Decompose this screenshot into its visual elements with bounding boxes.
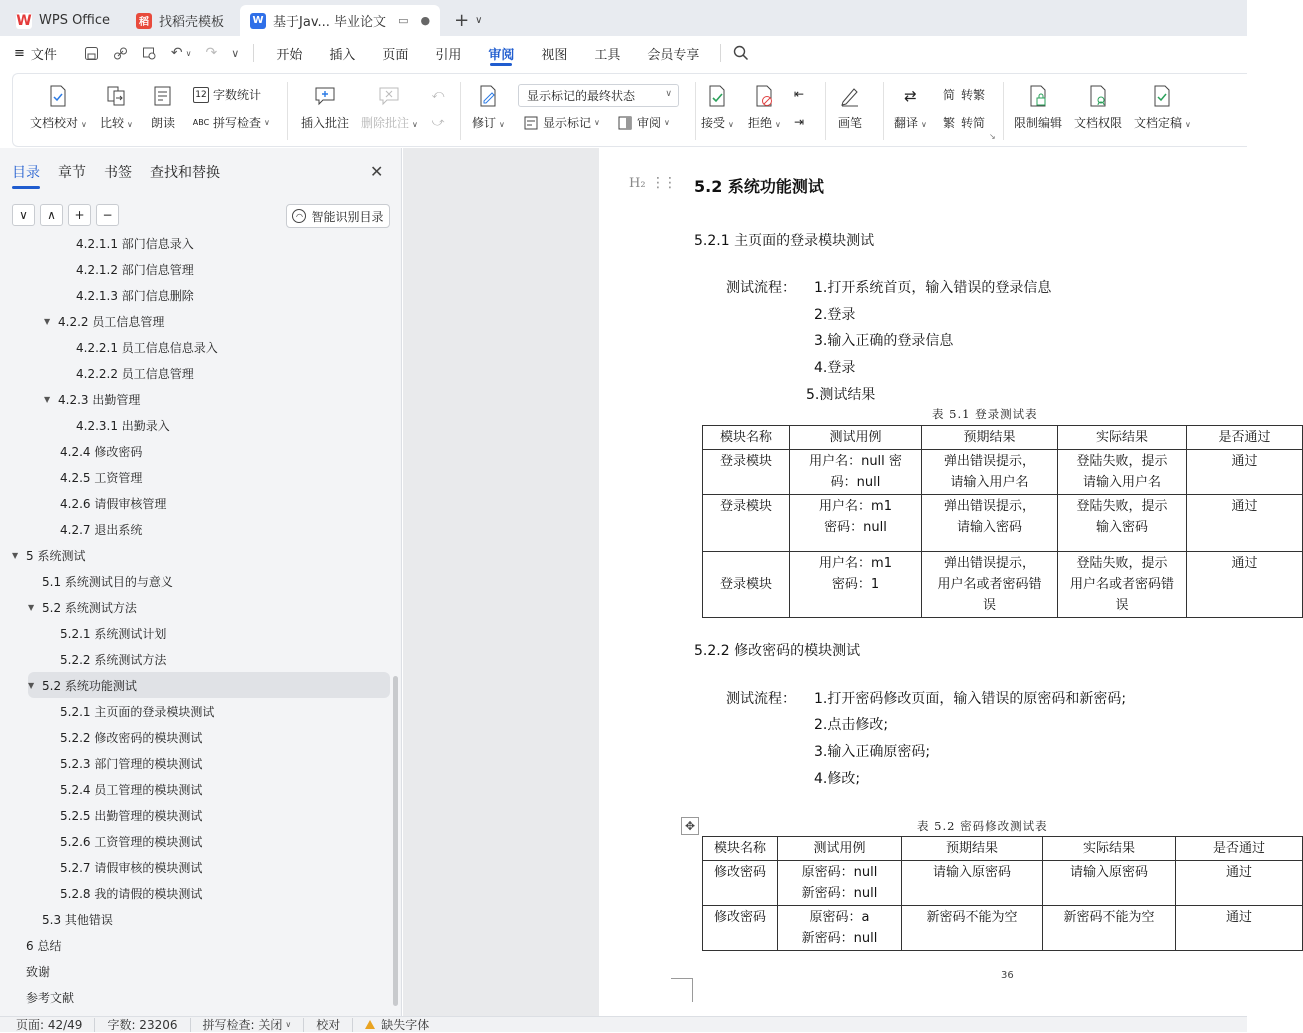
password-test-table: [702, 836, 1303, 951]
promote-level-button[interactable]: +: [68, 204, 91, 226]
redo-icon: ↷: [205, 45, 218, 61]
table-cell[interactable]: 修改密码: [703, 906, 778, 951]
hamburger-icon: ≡: [14, 45, 25, 61]
tab-label: WPS Office: [39, 13, 111, 28]
proof-indicator[interactable]: 校对: [304, 1018, 353, 1032]
toc-item-label: 4.2.5 工资管理: [60, 470, 143, 485]
demote-level-button[interactable]: −: [96, 204, 119, 226]
status-bar: [0, 1016, 1247, 1032]
table-cell[interactable]: 新密码不能为空: [902, 906, 1043, 951]
table-cell[interactable]: 通过: [1176, 861, 1303, 906]
table-cell[interactable]: 登录模块: [703, 450, 790, 495]
divider: [1003, 82, 1004, 140]
word-count-button[interactable]: 12 字数统计: [193, 86, 261, 103]
tab-wps-office[interactable]: [6, 5, 120, 36]
page-number: 36: [1001, 970, 1014, 981]
expand-triangle-icon[interactable]: ▼: [28, 680, 35, 690]
toc-item[interactable]: [0, 516, 142, 542]
menu-view[interactable]: 视图: [541, 47, 568, 63]
table-cell[interactable]: 原密码：a 新密码：null: [778, 906, 902, 951]
menu-home[interactable]: 开始: [276, 47, 303, 63]
table-row: [703, 861, 1303, 906]
toc-item-label: 5.2 系统测试方法: [42, 600, 137, 615]
search-icon[interactable]: [733, 45, 749, 61]
table-caption: 表 5.2 密码修改测试表: [917, 819, 1048, 833]
tab-daoke[interactable]: [126, 5, 234, 36]
review-pane-icon: [617, 115, 633, 131]
doc-check-icon: [47, 84, 69, 108]
toc-item[interactable]: [0, 620, 166, 646]
table-cell[interactable]: 用户名：null 密 码：null: [790, 450, 922, 495]
table-cell[interactable]: 通过: [1187, 552, 1303, 618]
spell-check-button[interactable]: ABC 拼写检查 ∨: [192, 116, 270, 130]
next-revision-icon[interactable]: ⇥: [793, 115, 805, 129]
toc-item[interactable]: [0, 308, 164, 334]
table-cell[interactable]: 通过: [1176, 906, 1303, 951]
expand-down-button[interactable]: ∨: [12, 204, 35, 226]
nav-tab-toc[interactable]: 目录: [12, 162, 40, 182]
step-text: 3.输入正确的登录信息: [814, 333, 954, 349]
document-canvas: [403, 148, 1271, 1016]
link-icon[interactable]: [113, 46, 128, 61]
toc-item[interactable]: [0, 698, 214, 724]
tab-document[interactable]: [240, 5, 440, 36]
compare-icon: [105, 84, 127, 108]
login-test-table: [702, 425, 1303, 618]
menu-file[interactable]: ≡ 文件: [14, 45, 57, 63]
toc-item[interactable]: [0, 776, 202, 802]
toc-item-label: 4.2.3 出勤管理: [58, 392, 141, 407]
table-cell[interactable]: 弹出错误提示， 请输入密码: [922, 495, 1058, 552]
toc-item[interactable]: [0, 282, 194, 308]
nav-tabs: [12, 162, 238, 182]
toc-item[interactable]: [0, 438, 142, 464]
section-heading: 5.2 系统功能测试: [694, 177, 824, 196]
divider: [825, 82, 826, 140]
accept-icon: [706, 84, 728, 108]
toc-item-label: 4.2.2 员工信息管理: [58, 314, 165, 329]
menu-review[interactable]: 审阅: [488, 36, 514, 70]
table-cell[interactable]: 登录模块: [703, 552, 790, 618]
lock-doc-icon: [1027, 84, 1049, 108]
simplified-icon: 繁: [942, 116, 955, 130]
page-indicator[interactable]: 页面: 42/49: [0, 1018, 95, 1032]
translate-button[interactable]: ⇄ 翻译 ∨: [894, 84, 927, 131]
toc-item-label: 参考文献: [26, 990, 75, 1005]
toc-item[interactable]: [0, 932, 61, 958]
expand-triangle-icon[interactable]: ▼: [12, 550, 19, 560]
navigation-pane: [0, 148, 402, 1016]
table-cell[interactable]: 登陆失败，提示 请输入用户名: [1058, 450, 1187, 495]
toc-item[interactable]: [0, 958, 50, 984]
menu-insert[interactable]: 插入: [329, 47, 356, 63]
pen-icon: [839, 84, 861, 108]
step-text: 4.修改;: [814, 771, 861, 787]
delete-comment-icon: [378, 84, 400, 108]
menu-reference[interactable]: 引用: [435, 47, 462, 63]
smart-toc-icon: ◠: [292, 209, 306, 223]
tab-label: 基于Jav... 毕业论文: [273, 15, 387, 30]
expand-triangle-icon[interactable]: ▼: [28, 602, 35, 612]
toc-item[interactable]: [0, 984, 74, 1010]
table-header-cell[interactable]: 模块名称: [703, 426, 790, 450]
step-text: 4.登录: [814, 360, 856, 376]
spell-check-toggle[interactable]: 拼写检查: 关闭 ∨: [191, 1018, 305, 1032]
word-count-indicator[interactable]: 字数: 23206: [95, 1018, 190, 1032]
toc-item[interactable]: [0, 360, 194, 386]
nav-tab-bookmarks[interactable]: 书签: [104, 165, 132, 181]
table-cell[interactable]: 登陆失败，提示 输入密码: [1058, 495, 1187, 552]
step-text: 5.测试结果: [806, 387, 876, 403]
divider: [883, 82, 884, 140]
toc-item-label: 4.2.6 请假审核管理: [60, 496, 167, 511]
heading-level-marker: H₂: [629, 176, 646, 191]
table-caption: 表 5.1 登录测试表: [932, 407, 1038, 421]
toc-item-label: 4.2.7 退出系统: [60, 522, 143, 537]
toc-item-label: 5.2.6 工资管理的模块测试: [60, 834, 203, 849]
toc-item[interactable]: [0, 412, 170, 438]
toc-item[interactable]: [0, 594, 137, 620]
tab-bar: [0, 0, 1247, 36]
subsection-heading-login: 5.2.1 主页面的登录模块测试: [694, 233, 875, 249]
toc-item[interactable]: [0, 230, 194, 256]
next-comment-icon: ⤻: [431, 114, 445, 129]
compare-button[interactable]: 比较 ∨: [100, 84, 133, 131]
review-pane-button[interactable]: 审阅 ∨: [617, 114, 670, 131]
toc-item[interactable]: [0, 334, 218, 360]
traditional-icon: 简: [942, 88, 955, 102]
review-ribbon: [12, 73, 1247, 147]
menu-tools[interactable]: 工具: [594, 47, 621, 63]
table-cell[interactable]: 修改密码: [703, 861, 778, 906]
table-header-cell[interactable]: 预期结果: [922, 426, 1058, 450]
toc-item[interactable]: [0, 880, 202, 906]
step-text: 1.打开系统首页，输入错误的登录信息: [814, 280, 1052, 296]
pen-button[interactable]: 画笔: [838, 84, 862, 131]
step-text: 2.点击修改;: [814, 717, 889, 733]
warning-icon: [365, 1020, 375, 1029]
collapse-up-button[interactable]: ∧: [40, 204, 63, 226]
document-page[interactable]: [599, 148, 1299, 1016]
print-preview-icon[interactable]: [142, 46, 157, 61]
prev-revision-icon[interactable]: ⇤: [793, 87, 805, 101]
expand-triangle-icon[interactable]: ▼: [44, 316, 51, 326]
table-cell[interactable]: 通过: [1187, 450, 1303, 495]
word-count-icon: 12: [193, 87, 209, 103]
missing-font-indicator[interactable]: 缺失字体: [353, 1018, 441, 1032]
table-row: [703, 426, 1303, 450]
prev-comment-icon: ⤺: [431, 86, 445, 101]
read-aloud-icon: [152, 84, 174, 108]
to-traditional-button[interactable]: 简 转繁: [942, 88, 986, 102]
toc-item[interactable]: [0, 906, 113, 932]
toc-item-label: 5.2.7 请假审核的模块测试: [60, 860, 203, 875]
menu-bar: [0, 36, 1247, 70]
table-cell[interactable]: 用户名：m1 密码：null: [790, 495, 922, 552]
flow-label: 测试流程：: [726, 691, 796, 707]
table-header-cell[interactable]: 预期结果: [902, 837, 1043, 861]
accept-button[interactable]: 接受 ∨: [701, 84, 734, 131]
step-text: 2.登录: [814, 307, 856, 323]
table-header-cell[interactable]: 实际结果: [1043, 837, 1176, 861]
insert-comment-icon: [314, 84, 336, 108]
table-cell[interactable]: 通过: [1187, 495, 1303, 552]
table-move-handle-icon[interactable]: ✥: [681, 817, 699, 835]
toc-item-label: 5 系统测试: [26, 548, 86, 563]
table-header-cell[interactable]: 测试用例: [790, 426, 922, 450]
step-text: 1.打开密码修改页面，输入错误的原密码和新密码;: [814, 691, 1127, 707]
toc-item-label: 4.2.2.1 员工信息信息录入: [76, 340, 218, 355]
table-cell[interactable]: 新密码不能为空: [1043, 906, 1176, 951]
toc-item-label: 5.2.2 系统测试方法: [60, 652, 167, 667]
toc-item[interactable]: [0, 828, 202, 854]
table-cell[interactable]: 请输入原密码: [1043, 861, 1176, 906]
toc-item[interactable]: [0, 542, 85, 568]
read-aloud-button[interactable]: 朗读: [151, 84, 175, 131]
table-row: [703, 837, 1303, 861]
table-cell[interactable]: 弹出错误提示， 请输入用户名: [922, 450, 1058, 495]
divider: [287, 82, 288, 140]
toc-item[interactable]: [0, 568, 173, 594]
show-markup-button[interactable]: 显示标记 ∨: [523, 114, 600, 131]
table-row: [703, 552, 1303, 618]
table-cell[interactable]: 用户名：m1 密码：1: [790, 552, 922, 618]
revise-button[interactable]: 修订 ∨: [472, 84, 505, 131]
toc-item-label: 5.3 其他错误: [42, 912, 113, 927]
expand-triangle-icon[interactable]: ▼: [44, 394, 51, 404]
toc-item-label: 4.2.1.1 部门信息录入: [76, 236, 194, 251]
show-markup-icon: [523, 115, 539, 131]
permission-doc-icon: [1087, 84, 1109, 108]
table-header-cell[interactable]: 是否通过: [1176, 837, 1303, 861]
table-header-cell[interactable]: 实际结果: [1058, 426, 1187, 450]
toc-item-label: 6 总结: [26, 938, 62, 953]
close-icon[interactable]: ✕: [370, 162, 384, 181]
undo-icon[interactable]: ↶ ∨: [170, 45, 192, 61]
page-corner-mark: [671, 978, 693, 1002]
reject-icon: [753, 84, 775, 108]
menu-page[interactable]: 页面: [382, 47, 409, 63]
nav-toolbar: [12, 204, 124, 226]
daoke-icon: 稻: [136, 13, 152, 29]
expand-group-icon[interactable]: ↘: [989, 132, 996, 141]
toc-item-label: 5.1 系统测试目的与意义: [42, 574, 173, 589]
toc-item-label: 5.2.8 我的请假的模块测试: [60, 886, 203, 901]
spell-check-icon: ABC: [192, 118, 210, 127]
insert-comment-button[interactable]: 插入批注: [301, 84, 349, 131]
doc-permission-button[interactable]: 文档权限: [1074, 84, 1122, 131]
toc-item[interactable]: [28, 672, 390, 698]
toc-item-label: 5.2.1 系统测试计划: [60, 626, 167, 641]
toc-item-label: 4.2.1.3 部门信息删除: [76, 288, 194, 303]
menu-member[interactable]: 会员专享: [647, 47, 700, 63]
divider: [460, 82, 461, 140]
table-header-cell[interactable]: 模块名称: [703, 837, 778, 861]
toc-item[interactable]: [0, 490, 166, 516]
table-cell[interactable]: 登陆失败，提示 用户名或者密码错 误: [1058, 552, 1187, 618]
reject-button[interactable]: 拒绝 ∨: [748, 84, 781, 131]
revise-icon: [477, 84, 499, 108]
table-header-cell[interactable]: 测试用例: [778, 837, 902, 861]
table-cell[interactable]: 原密码：null 新密码：null: [778, 861, 902, 906]
toc-item[interactable]: [0, 750, 202, 776]
doc-check-button[interactable]: 文档校对 ∨: [30, 84, 87, 131]
toc-item[interactable]: [0, 724, 202, 750]
toc-item-label: 致谢: [26, 964, 51, 979]
table-cell[interactable]: 请输入原密码: [902, 861, 1043, 906]
toc-list: [0, 238, 392, 1016]
tab-label: 找稻壳模板: [159, 15, 225, 30]
toc-item[interactable]: [0, 464, 142, 490]
delete-comment-button: 删除批注 ∨: [361, 84, 418, 131]
save-icon[interactable]: [84, 46, 99, 61]
toc-item[interactable]: [0, 256, 194, 282]
toc-item-label: 5.2 系统功能测试: [42, 678, 137, 693]
toc-item-label: 5.2.3 部门管理的模块测试: [60, 756, 203, 771]
translate-icon: ⇄: [904, 87, 917, 105]
toc-item-label: 4.2.4 修改密码: [60, 444, 143, 459]
toc-item[interactable]: [0, 854, 202, 880]
restrict-edit-button[interactable]: 限制编辑: [1014, 84, 1062, 131]
divider: [695, 82, 696, 140]
markup-state-select[interactable]: 显示标记的最终状态 ∨: [518, 84, 679, 107]
toc-item-label: 5.2.4 员工管理的模块测试: [60, 782, 203, 797]
toc-item-label: 4.2.2.2 员工信息管理: [76, 366, 194, 381]
toc-item-label: 5.2.5 出勤管理的模块测试: [60, 808, 203, 823]
table-cell[interactable]: 登录模块: [703, 495, 790, 552]
flow-label: 测试流程：: [726, 280, 796, 296]
table-header-cell[interactable]: 是否通过: [1187, 426, 1303, 450]
step-text: 3.输入正确原密码;: [814, 744, 931, 760]
toc-item[interactable]: [0, 386, 140, 412]
chevron-down-icon: ∨: [665, 89, 672, 99]
tab-screen-icon[interactable]: ▭: [398, 14, 409, 27]
writer-doc-icon: W: [250, 13, 266, 29]
wps-logo-icon: W: [16, 12, 32, 29]
subsection-heading-password: 5.2.2 修改密码的模块测试: [694, 643, 861, 659]
toc-item-label: 4.2.3.1 出勤录入: [76, 418, 170, 433]
table-cell[interactable]: 弹出错误提示， 用户名或者密码错 误: [922, 552, 1058, 618]
toc-item[interactable]: [0, 802, 202, 828]
smart-toc-button[interactable]: ◠ 智能识别目录: [286, 204, 390, 228]
table-row: [703, 495, 1303, 552]
toc-item-label: 4.2.1.2 部门信息管理: [76, 262, 194, 277]
toc-item-label: 5.2.1 主页面的登录模块测试: [60, 704, 215, 719]
drag-handle-icon[interactable]: ⋮⋮: [651, 175, 675, 191]
divider: [253, 44, 254, 62]
tab-close-dot-icon[interactable]: ●: [420, 14, 431, 27]
new-tab-button[interactable]: + ∨: [454, 10, 483, 31]
nav-tab-find-replace[interactable]: 查找和替换: [150, 165, 220, 181]
doc-finalize-button[interactable]: 文档定稿 ∨: [1134, 84, 1191, 131]
toc-item[interactable]: [0, 646, 166, 672]
chevron-down-icon[interactable]: ∨: [475, 15, 483, 26]
table-row: [703, 906, 1303, 951]
finalize-doc-icon: [1151, 84, 1173, 108]
more-chevron-icon[interactable]: ∨: [231, 46, 240, 60]
toc-scrollbar[interactable]: [393, 676, 398, 1006]
table-row: [703, 450, 1303, 495]
to-simplified-button[interactable]: 繁 转简: [942, 116, 986, 130]
nav-tab-chapters[interactable]: 章节: [58, 165, 86, 181]
toc-item-label: 5.2.2 修改密码的模块测试: [60, 730, 203, 745]
divider: [720, 44, 721, 62]
